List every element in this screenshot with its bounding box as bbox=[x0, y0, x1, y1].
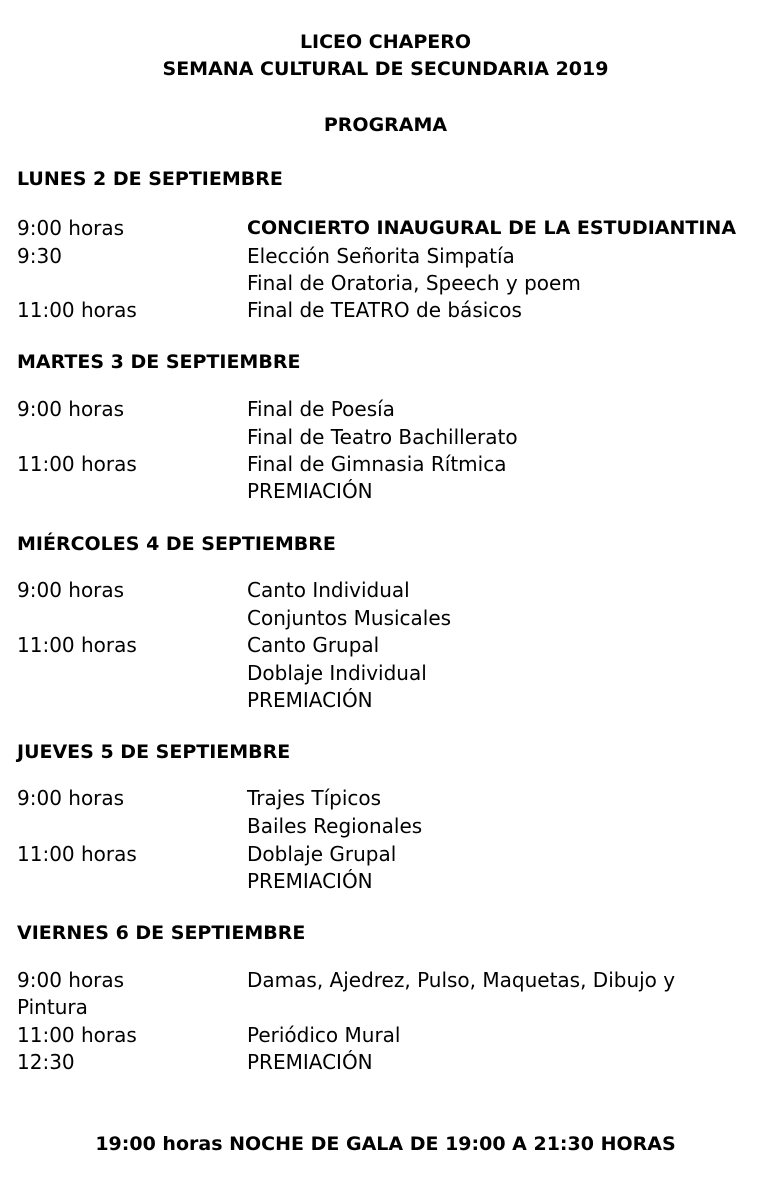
schedule-row bbox=[0, 784, 771, 812]
schedule-row bbox=[0, 1048, 771, 1076]
row-event: Canto Grupal bbox=[247, 633, 380, 657]
row-time: 9:00 horas bbox=[17, 397, 125, 421]
row-time: 9:00 horas bbox=[17, 786, 125, 810]
day-heading-jueves: JUEVES 5 DE SEPTIEMBRE bbox=[17, 741, 291, 763]
row-event: Final de Poesía bbox=[247, 397, 395, 421]
schedule-row bbox=[0, 867, 771, 895]
day-heading-viernes: VIERNES 6 DE SEPTIEMBRE bbox=[17, 922, 306, 944]
gala-night-line: 19:00 horas NOCHE DE GALA DE 19:00 A 21:30 HORAS bbox=[95, 1133, 676, 1155]
row-event: Final de TEATRO de básicos bbox=[247, 298, 522, 322]
schedule-row bbox=[0, 812, 771, 840]
row-time: 11:00 horas bbox=[17, 298, 137, 322]
schedule-row bbox=[0, 840, 771, 868]
row-event: PREMIACIÓN bbox=[247, 1050, 373, 1074]
row-event: Bailes Regionales bbox=[247, 814, 423, 838]
schedule-row bbox=[0, 214, 771, 242]
row-event: Trajes Típicos bbox=[247, 786, 382, 810]
row-event: PREMIACIÓN bbox=[247, 688, 373, 712]
schedule-row bbox=[0, 686, 771, 714]
row-event: Conjuntos Musicales bbox=[247, 606, 452, 630]
schedule-row bbox=[0, 242, 771, 270]
schedule-row bbox=[0, 395, 771, 423]
row-event: PREMIACIÓN bbox=[247, 479, 373, 503]
row-event: Damas, Ajedrez, Pulso, Maquetas, Dibujo y bbox=[247, 968, 676, 992]
row-time: 12:30 bbox=[17, 1050, 75, 1074]
row-time: 9:00 horas bbox=[17, 968, 125, 992]
row-event: Final de Oratoria, Speech y poem bbox=[247, 271, 581, 295]
day-heading-lunes: LUNES 2 DE SEPTIEMBRE bbox=[17, 168, 283, 190]
row-event: Doblaje Individual bbox=[247, 661, 427, 685]
row-event: Final de Teatro Bachillerato bbox=[247, 425, 518, 449]
school-title: LICEO CHAPERO bbox=[299, 31, 472, 53]
row-event-continuation: Pintura bbox=[17, 995, 88, 1019]
schedule-row bbox=[0, 576, 771, 604]
schedule-row bbox=[0, 269, 771, 297]
row-event: Doblaje Grupal bbox=[247, 842, 397, 866]
row-time: 9:00 horas bbox=[17, 578, 125, 602]
row-event: Canto Individual bbox=[247, 578, 410, 602]
row-event: Final de Gimnasia Rítmica bbox=[247, 452, 507, 476]
day-heading-martes: MARTES 3 DE SEPTIEMBRE bbox=[17, 351, 301, 373]
row-time: 11:00 horas bbox=[17, 452, 137, 476]
row-event: Periódico Mural bbox=[247, 1023, 401, 1047]
schedule-row bbox=[0, 296, 771, 324]
event-title: SEMANA CULTURAL DE SECUNDARIA 2019 bbox=[162, 58, 609, 80]
program-title: PROGRAMA bbox=[323, 114, 448, 136]
row-time: 11:00 horas bbox=[17, 633, 137, 657]
row-event: Elección Señorita Simpatía bbox=[247, 244, 515, 268]
row-time: 9:00 horas bbox=[17, 216, 125, 240]
row-time: 11:00 horas bbox=[17, 1023, 137, 1047]
schedule-row bbox=[0, 631, 771, 659]
schedule-row bbox=[0, 423, 771, 451]
row-event: CONCIERTO INAUGURAL DE LA ESTUDIANTINA bbox=[247, 217, 737, 239]
schedule-row bbox=[0, 1021, 771, 1049]
day-heading-miercoles: MIÉRCOLES 4 DE SEPTIEMBRE bbox=[17, 533, 336, 555]
schedule-row bbox=[0, 966, 771, 994]
schedule-row bbox=[0, 659, 771, 687]
schedule-row bbox=[0, 604, 771, 632]
row-event: PREMIACIÓN bbox=[247, 869, 373, 893]
schedule-row bbox=[0, 477, 771, 505]
schedule-row bbox=[0, 450, 771, 478]
row-time: 11:00 horas bbox=[17, 842, 137, 866]
row-time: 9:30 bbox=[17, 244, 62, 268]
